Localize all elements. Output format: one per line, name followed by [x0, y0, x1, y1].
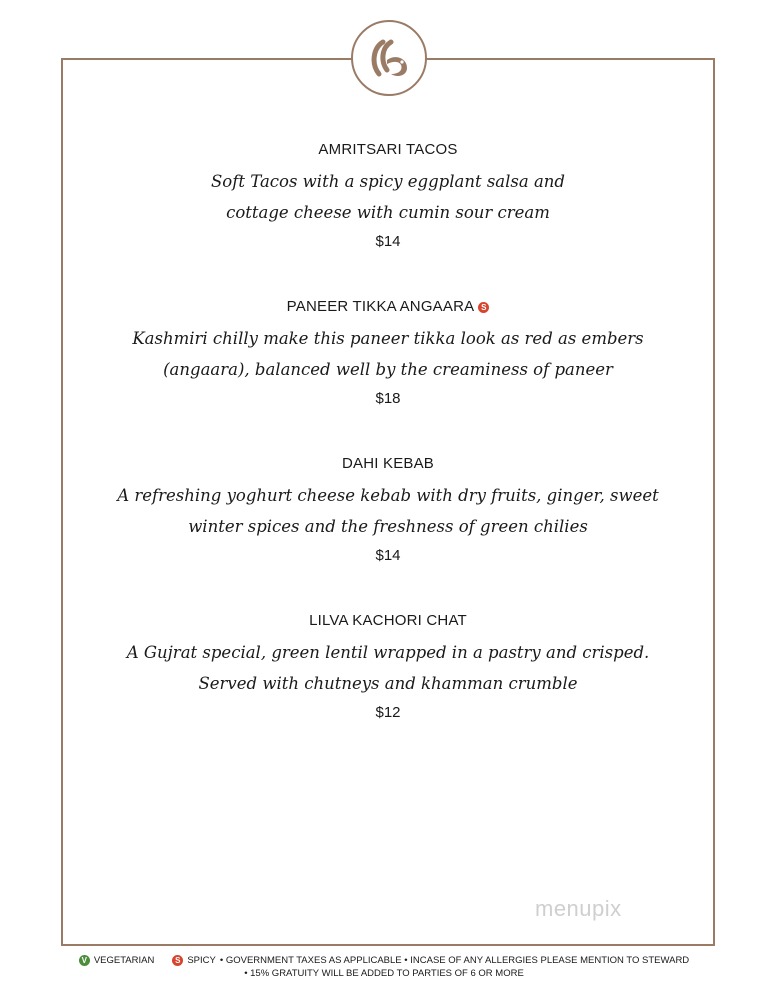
- item-description: [61, 480, 715, 542]
- item-description-line: cottage cheese with cumin sour cream: [226, 203, 550, 222]
- footer-note: • GOVERNMENT TAXES AS APPLICABLE • INCASE OF ANY ALLERGIES PLEASE MENTION TO STEWARD: [219, 955, 690, 966]
- item-description-line: A refreshing yoghurt cheese kebab with dry fruits, ginger, sweet: [117, 486, 659, 505]
- item-price: $14: [375, 547, 401, 564]
- item-description-line: Soft Tacos with a spicy eggplant salsa and: [211, 172, 565, 191]
- menu-item: [61, 611, 715, 723]
- spicy-legend-icon: S: [172, 955, 183, 966]
- spicy-icon: S: [478, 302, 489, 313]
- item-title: PANEER TIKKA ANGAARA S: [61, 297, 715, 317]
- menu-item: [61, 140, 715, 252]
- item-price: $12: [375, 704, 401, 721]
- spicy-label: SPICY: [187, 955, 216, 966]
- menu-footer: [0, 955, 768, 979]
- restaurant-logo: [351, 20, 427, 96]
- item-description-line: (angaara), balanced well by the creaminess of paneer: [163, 360, 613, 379]
- item-description: [61, 637, 715, 699]
- menu-item: [61, 454, 715, 566]
- item-description: [61, 323, 715, 385]
- peacock-logo-icon: [361, 30, 417, 86]
- item-description-line: A Gujrat special, green lentil wrapped in a pastry and crisped.: [126, 643, 650, 662]
- watermark: menupix: [535, 896, 622, 921]
- item-description-line: Kashmiri chilly make this paneer tikka look as red as embers: [132, 329, 644, 348]
- vegetarian-label: VEGETARIAN: [93, 955, 155, 966]
- footer-gratuity-note: • 15% GRATUITY WILL BE ADDED TO PARTIES OF 6 OR MORE: [244, 968, 524, 979]
- item-title: DAHI KEBAB: [341, 455, 435, 472]
- vegetarian-icon: V: [79, 955, 90, 966]
- menu-item: [61, 297, 715, 409]
- item-title: LILVA KACHORI CHAT: [309, 612, 467, 629]
- item-price: $14: [375, 233, 401, 250]
- item-title: AMRITSARI TACOS: [318, 141, 458, 158]
- item-description-line: winter spices and the freshness of green chilies: [188, 517, 588, 536]
- item-description: [61, 166, 715, 228]
- item-description-line: Served with chutneys and khamman crumble: [198, 674, 578, 693]
- item-price: $18: [375, 390, 401, 407]
